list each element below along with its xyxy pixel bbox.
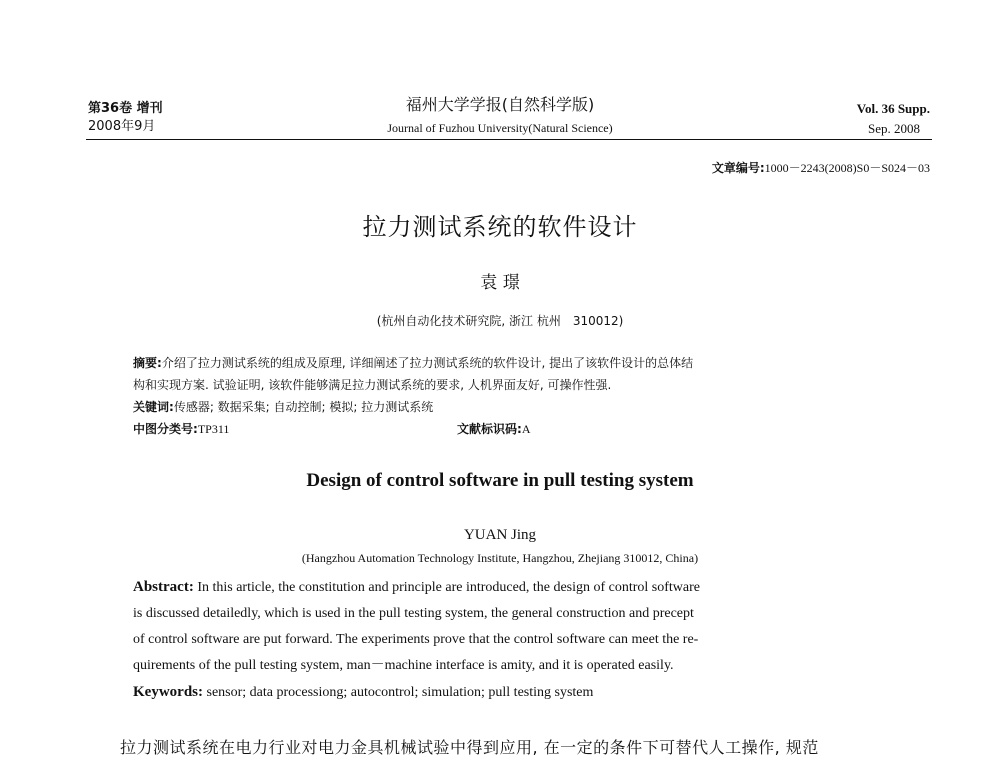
- body-first-line: 拉力测试系统在电力行业对电力金具机械试验中得到应用, 在一定的条件下可替代人工操作, 规范: [120, 738, 819, 757]
- article-number: [500, 159, 930, 176]
- keywords-cn: [133, 396, 933, 418]
- abstract-en-line-1: [133, 574, 933, 601]
- header-rule: [86, 139, 932, 140]
- date-cn: 2008年9月: [88, 119, 156, 134]
- keywords-en: [133, 679, 933, 706]
- article-number-label: 文章编号:: [711, 161, 765, 175]
- volume-cn: 第36卷 增刊: [88, 101, 163, 116]
- abstract-en-line-2: is discussed detailedly, which is used in the pull testing system, the general construction and precept: [133, 606, 694, 621]
- abstract-en-line-3: of control software are put forward. The experiments prove that the control software can meet the re-: [133, 632, 699, 647]
- abstract-cn-label: 摘要:: [133, 356, 162, 370]
- keywords-en-label: Keywords:: [133, 684, 203, 700]
- journal-title-en: Journal of Fuzhou University(Natural Science): [387, 121, 613, 135]
- abstract-cn-line-2: 构和实现方案. 试验证明, 该软件能够满足拉力测试系统的要求, 人机界面友好, 可操作性强.: [133, 378, 612, 392]
- classification-label: 中图分类号:: [133, 422, 198, 436]
- keywords-cn-value: 传感器; 数据采集; 自动控制; 模拟; 拉力测试系统: [173, 400, 434, 414]
- document-code-label: 文献标识码:: [457, 422, 522, 436]
- affiliation-en: (Hangzhou Automation Technology Institute, Hangzhou, Zhejiang 310012, China): [301, 551, 699, 565]
- document-code-value: A: [521, 422, 531, 436]
- journal-title-cn: 福州大学学报(自然科学版): [405, 95, 595, 114]
- document-code: [457, 418, 530, 440]
- abstract-en-line-4: quirements of the pull testing system, man－machine interface is amity, and it is operated easily.: [133, 658, 674, 673]
- title-cn: 拉力测试系统的软件设计: [362, 213, 638, 241]
- article-number-value: 1000－2243(2008)S0－S024－03: [764, 161, 930, 175]
- abstract-en-label: Abstract:: [133, 579, 194, 595]
- author-en: YUAN Jing: [463, 527, 537, 543]
- abstract-cn-line-1: [133, 352, 933, 374]
- date-en: Sep. 2008: [868, 121, 920, 136]
- classification-value: TP311: [197, 422, 230, 436]
- abstract-en-text-1: In this article, the constitution and principle are introduced, the design of control software: [197, 580, 701, 595]
- abstract-cn: [133, 352, 933, 418]
- title-en: Design of control software in pull testing system: [306, 470, 694, 491]
- abstract-en: [133, 574, 933, 706]
- abstract-cn-text-1: 介绍了拉力测试系统的组成及原理, 详细阐述了拉力测试系统的软件设计, 提出了该软件设计的总体结: [161, 356, 694, 370]
- volume-en: Vol. 36 Supp.: [856, 101, 930, 116]
- affiliation-cn: (杭州自动化技术研究院, 浙江 杭州 310012): [376, 314, 624, 328]
- keywords-en-value: sensor; data processiong; autocontrol; simulation; pull testing system: [206, 685, 594, 700]
- author-cn: 袁 璟: [480, 273, 520, 293]
- keywords-cn-label: 关键词:: [133, 400, 174, 414]
- classification: [133, 418, 229, 440]
